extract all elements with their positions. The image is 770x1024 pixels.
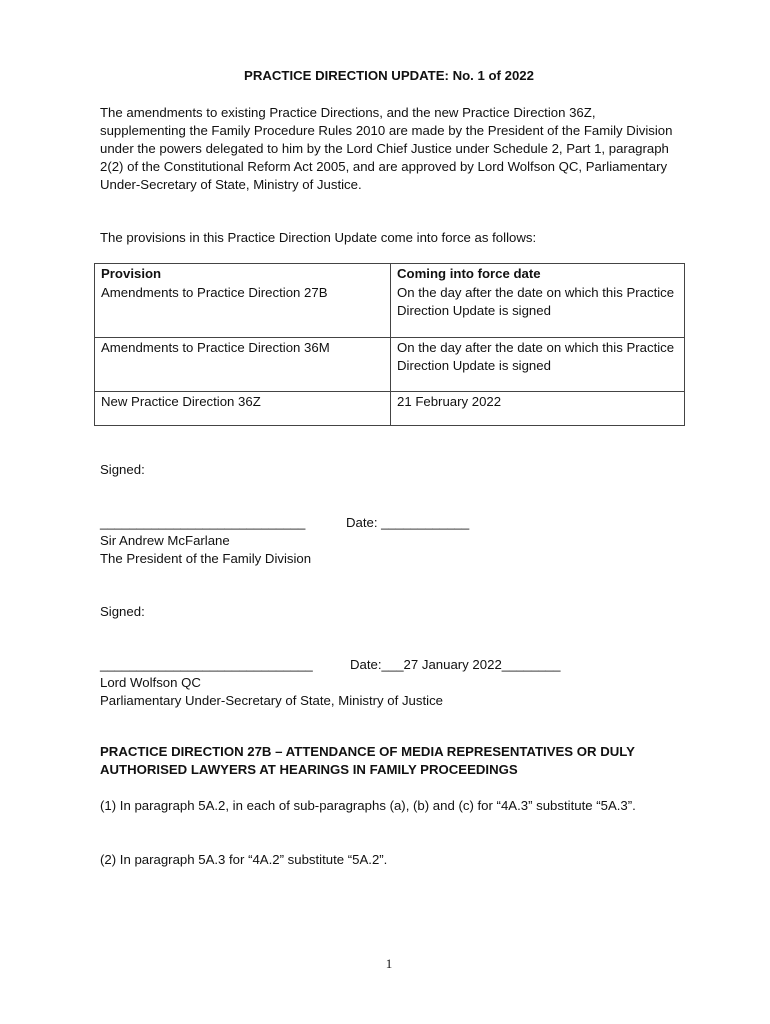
signatory-name-1: Sir Andrew McFarlane	[100, 533, 230, 548]
amendment-2: (2) In paragraph 5A.3 for “4A.2” substitute “5A.2”.	[100, 852, 388, 867]
provisions-intro: The provisions in this Practice Direction Update come into force as follows:	[100, 230, 537, 245]
header-provision: Provision	[101, 266, 162, 281]
row-provision: New Practice Direction 36Z	[101, 394, 261, 409]
table-row	[95, 391, 684, 425]
row-date: On the day after the date on which this Practice Direction Update is signed	[390, 283, 684, 337]
signatory-role-1: The President of the Family Division	[100, 551, 312, 566]
row-date: 21 February 2022	[390, 392, 684, 425]
table-row	[95, 337, 684, 391]
amendment-1: (1) In paragraph 5A.2, in each of sub-paragraphs (a), (b) and (c) for “4A.3” substitute “5A.3”.	[100, 798, 636, 813]
table-header-row	[95, 264, 684, 283]
date-line-1: Date: ____________	[346, 515, 470, 530]
section-heading: PRACTICE DIRECTION 27B – ATTENDANCE OF MEDIA REPRESENTATIVES OR DULY AUTHORISED LAWYERS AT HEARINGS IN FAMILY PROCEEDINGS	[100, 744, 635, 777]
row-date: On the day after the date on which this Practice Direction Update is signed	[390, 338, 684, 391]
document-title: PRACTICE DIRECTION UPDATE: No. 1 of 2022	[244, 68, 534, 83]
signatory-name-2: Lord Wolfson QC	[100, 675, 201, 690]
header-date: Coming into force date	[390, 264, 684, 283]
row-provision: Amendments to Practice Direction 27B	[101, 285, 328, 300]
signature-line-2: _____________________________	[100, 657, 313, 672]
signed-label-2: Signed:	[100, 604, 145, 619]
signatory-role-2: Parliamentary Under-Secretary of State, Ministry of Justice	[100, 693, 443, 708]
signed-label-1: Signed:	[100, 462, 145, 477]
page-number: 1	[385, 956, 393, 971]
signature-line-1: ____________________________	[100, 515, 306, 530]
intro-paragraph: The amendments to existing Practice Directions, and the new Practice Direction 36Z, supplementing the Family Procedure Rules 2010 are made by the President of the Family Division under the powers delegated to him by the Lord Chief Justice under Schedule 2, Part 1, paragraph 2(2) of the Constitutional Reform Act 2005, and are approved by Lord Wolfson QC, Parliamentary Under-Secretary of State, Ministry of Justice.	[100, 105, 673, 192]
date-line-2: Date:___27 January 2022________	[350, 657, 561, 672]
table-row	[95, 283, 684, 337]
row-provision: Amendments to Practice Direction 36M	[101, 340, 330, 355]
provisions-table	[94, 263, 685, 426]
